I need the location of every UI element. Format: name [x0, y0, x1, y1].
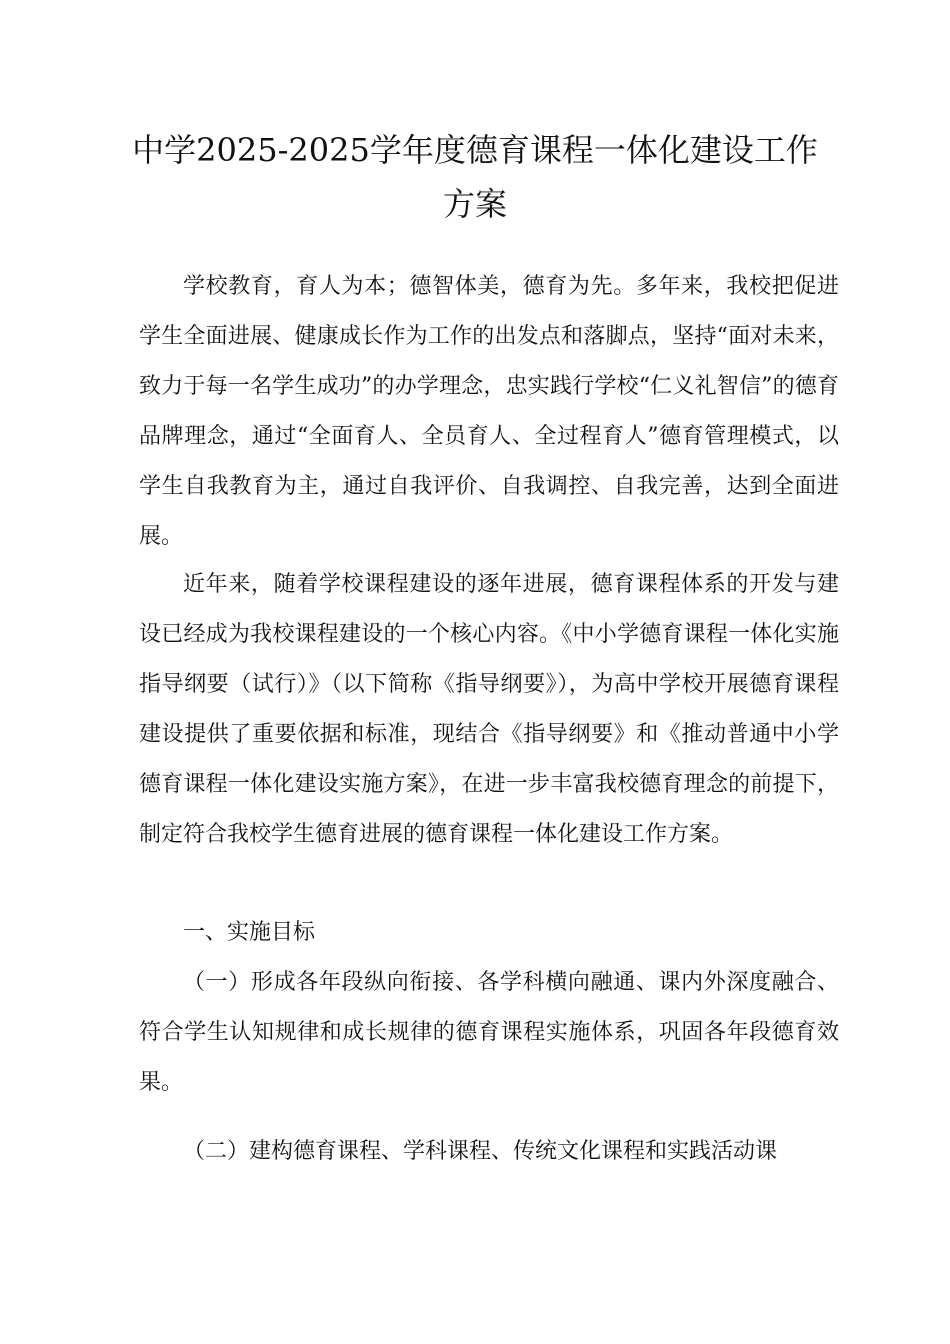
heading-text: 一、实施目标 [183, 920, 316, 945]
body-paragraph-3 [139, 958, 839, 1108]
body-paragraph-4 [139, 1127, 839, 1177]
document-title-line-1: 中学2025-2025学年度德育课程一体化建设工作 [132, 131, 818, 169]
document-title-line-2: 方案 [442, 185, 507, 223]
paragraph-text: 学校教育，育人为本；德智体美，德育为先。多年来，我校把促进学生全面进展、健康成长作为工作的出发点和落脚点，坚持“面对未来，致力于每一名学生成功”的办学理念，忠实践行学校“仁义礼智信”的德育品牌理念，通过“全面育人、全员育人、全过程育人”德育管理模式，以学生自我教育为主，通过自我评价、自我调控、自我完善，达到全面进展。 [139, 274, 839, 549]
paragraph-text: （一）形成各年段纵向衔接、各学科横向融通、课内外深度融合、符合学生认知规律和成长规律的德育课程实施体系，巩固各年段德育效果。 [139, 970, 839, 1095]
paragraph-text: 近年来，随着学校课程建设的逐年进展，德育课程体系的开发与建设已经成为我校课程建设的一个核心内容。《中小学德育课程一体化实施指导纲要（试行）》（以下简称《指导纲要》），为高中学校开展德育课程建设提供了重要依据和标准，现结合《指导纲要》和《推动普通中小学德育课程一体化建设实施方案》，在进一步丰富我校德育理念的前提下，制定符合我校学生德育进展的德育课程一体化建设工作方案。 [139, 572, 839, 847]
body-paragraph-2 [139, 560, 839, 860]
section-heading-1 [139, 908, 839, 958]
paragraph-text: （二）建构德育课程、学科课程、传统文化课程和实践活动课 [183, 1139, 778, 1164]
body-paragraph-1 [139, 262, 839, 562]
